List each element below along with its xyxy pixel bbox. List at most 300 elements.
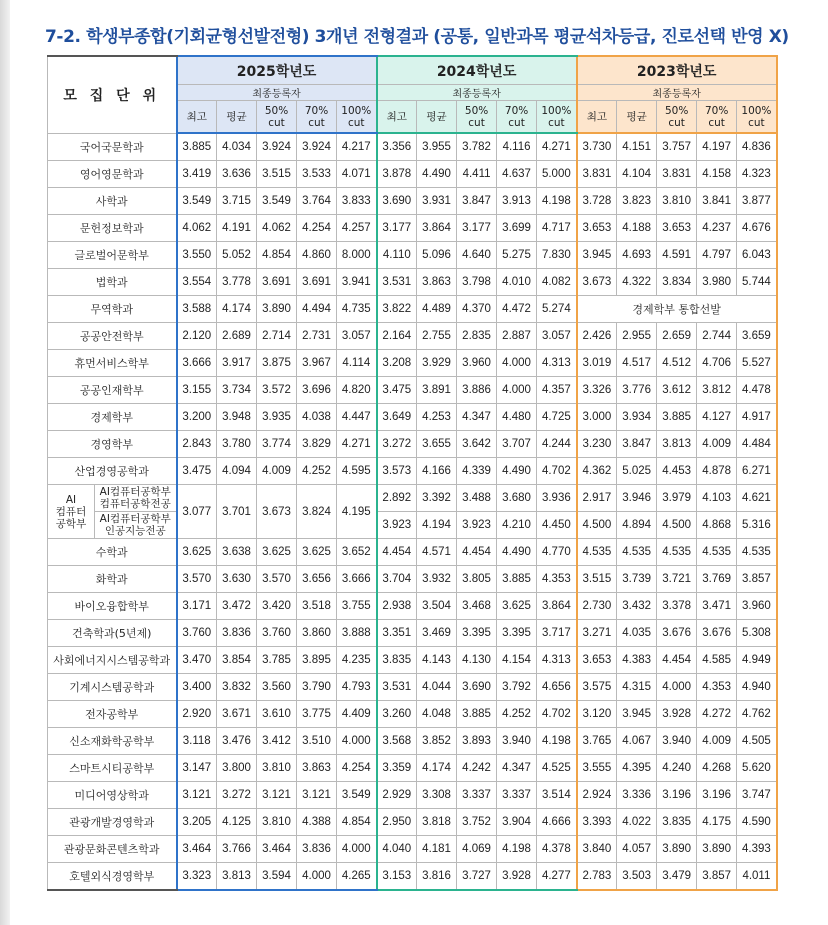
cell-value: 2.783 <box>577 863 617 891</box>
cell-value: 3.392 <box>417 485 457 512</box>
table-row <box>48 431 777 458</box>
cell-value: 3.638 <box>217 539 257 566</box>
cell-value: 3.555 <box>577 755 617 782</box>
cell-value: 4.277 <box>537 863 577 891</box>
cell-value: 3.326 <box>577 377 617 404</box>
cell-value: 4.011 <box>737 863 777 891</box>
cell-value: 4.585 <box>697 647 737 674</box>
table-row <box>48 539 777 566</box>
cell-value: 3.760 <box>257 620 297 647</box>
cell-value: 3.356 <box>377 133 417 161</box>
cell-value: 5.052 <box>217 242 257 269</box>
cell-value: 3.834 <box>657 269 697 296</box>
cell-value: 3.412 <box>257 728 297 755</box>
cell-value: 4.271 <box>537 133 577 161</box>
cell-value: 3.810 <box>257 755 297 782</box>
cell-value: 3.196 <box>697 782 737 809</box>
cell-value: 4.166 <box>417 458 457 485</box>
cell-value: 4.725 <box>537 404 577 431</box>
cell-value: 4.127 <box>697 404 737 431</box>
cell-value: 2.950 <box>377 809 417 836</box>
cell-value: 3.570 <box>177 566 217 593</box>
cell-value: 3.888 <box>337 620 377 647</box>
cell-value: 3.468 <box>457 593 497 620</box>
cell-value: 3.336 <box>617 782 657 809</box>
cell-value: 3.948 <box>217 404 257 431</box>
cell-value: 4.505 <box>737 728 777 755</box>
column-header: 최고 <box>377 101 417 134</box>
cell-value: 4.174 <box>217 296 257 323</box>
cell-value: 6.271 <box>737 458 777 485</box>
cell-value: 3.118 <box>177 728 217 755</box>
cell-value: 3.518 <box>297 593 337 620</box>
cell-value: 3.822 <box>377 296 417 323</box>
cell-value: 3.575 <box>577 674 617 701</box>
cell-value: 3.488 <box>457 485 497 512</box>
unit-name: 휴먼서비스학부 <box>48 350 177 377</box>
unit-name: 호텔외식경영학부 <box>48 863 177 891</box>
cell-value: 3.936 <box>537 485 577 512</box>
cell-value: 4.894 <box>617 512 657 539</box>
cell-value: 3.594 <box>257 863 297 891</box>
cell-value: 4.195 <box>337 485 377 539</box>
cell-value: 4.009 <box>257 458 297 485</box>
cell-value: 3.800 <box>217 755 257 782</box>
cell-value: 3.655 <box>417 431 457 458</box>
cell-value: 4.393 <box>737 836 777 863</box>
cell-value: 4.188 <box>617 215 657 242</box>
column-header: 50% cut <box>257 101 297 134</box>
cell-value: 4.125 <box>217 809 257 836</box>
cell-value: 3.831 <box>657 161 697 188</box>
table-row <box>48 323 777 350</box>
unit-name: 국어국문학과 <box>48 133 177 161</box>
cell-value: 3.924 <box>297 133 337 161</box>
cell-value: 4.383 <box>617 647 657 674</box>
column-header: 평균 <box>417 101 457 134</box>
cell-value: 4.000 <box>297 863 337 891</box>
unit-name: 관광문화콘텐츠학과 <box>48 836 177 863</box>
page-title: 7-2. 학생부종합(기회균형선발전형) 3개년 전형결과 (공통, 일반과목 평균석차등급, 진로선택 반영 X) <box>45 27 789 47</box>
cell-value: 3.885 <box>497 566 537 593</box>
cell-value: 3.913 <box>497 188 537 215</box>
cell-value: 2.938 <box>377 593 417 620</box>
cell-value: 4.637 <box>497 161 537 188</box>
cell-value: 3.515 <box>577 566 617 593</box>
header-year-2023: 2023학년도 <box>577 56 777 85</box>
cell-value: 4.525 <box>537 755 577 782</box>
cell-value: 3.886 <box>457 377 497 404</box>
table-row <box>48 242 777 269</box>
cell-value: 4.094 <box>217 458 257 485</box>
column-header: 평균 <box>617 101 657 134</box>
unit-sub-name: AI컴퓨터공학부 인공지능전공 <box>95 512 177 539</box>
cell-value: 3.778 <box>217 269 257 296</box>
cell-value: 3.549 <box>257 188 297 215</box>
cell-value: 4.130 <box>457 647 497 674</box>
cell-value: 3.077 <box>177 485 217 539</box>
cell-value: 2.730 <box>577 593 617 620</box>
column-header: 평균 <box>217 101 257 134</box>
unit-name: 신소재화학공학부 <box>48 728 177 755</box>
cell-value: 4.000 <box>497 377 537 404</box>
column-header: 100% cut <box>537 101 577 134</box>
cell-value: 3.469 <box>417 620 457 647</box>
cell-value: 4.322 <box>617 269 657 296</box>
cell-value: 3.666 <box>337 566 377 593</box>
cell-value: 3.940 <box>497 728 537 755</box>
cell-value: 4.494 <box>297 296 337 323</box>
cell-value: 4.009 <box>697 431 737 458</box>
cell-value: 3.835 <box>657 809 697 836</box>
cell-value: 3.642 <box>457 431 497 458</box>
cell-value: 3.504 <box>417 593 457 620</box>
cell-value: 3.813 <box>217 863 257 891</box>
cell-value: 4.793 <box>337 674 377 701</box>
cell-value: 4.500 <box>657 512 697 539</box>
cell-value: 3.863 <box>417 269 457 296</box>
column-header: 100% cut <box>737 101 777 134</box>
cell-value: 3.337 <box>497 782 537 809</box>
cell-value: 2.731 <box>297 323 337 350</box>
cell-value: 2.835 <box>457 323 497 350</box>
cell-value: 3.945 <box>577 242 617 269</box>
cell-value: 3.812 <box>697 377 737 404</box>
cell-value: 3.757 <box>657 133 697 161</box>
cell-value: 3.895 <box>297 647 337 674</box>
cell-value: 5.744 <box>737 269 777 296</box>
cell-value: 3.630 <box>217 566 257 593</box>
cell-value: 3.691 <box>297 269 337 296</box>
cell-value: 3.351 <box>377 620 417 647</box>
cell-value: 3.840 <box>577 836 617 863</box>
cell-value: 4.640 <box>457 242 497 269</box>
cell-value: 4.154 <box>497 647 537 674</box>
unit-name: 영어영문학과 <box>48 161 177 188</box>
cell-value: 4.000 <box>497 350 537 377</box>
cell-value: 3.690 <box>457 674 497 701</box>
cell-value: 3.928 <box>497 863 537 891</box>
cell-value: 2.929 <box>377 782 417 809</box>
cell-value: 4.917 <box>737 404 777 431</box>
cell-value: 4.717 <box>537 215 577 242</box>
cell-value: 4.067 <box>617 728 657 755</box>
cell-value: 4.114 <box>337 350 377 377</box>
cell-value: 4.197 <box>697 133 737 161</box>
cell-value: 3.790 <box>297 674 337 701</box>
cell-value: 3.653 <box>657 215 697 242</box>
cell-value: 3.572 <box>257 377 297 404</box>
cell-value: 3.857 <box>737 566 777 593</box>
cell-value: 3.205 <box>177 809 217 836</box>
cell-value: 3.721 <box>657 566 697 593</box>
cell-value: 4.022 <box>617 809 657 836</box>
cell-value: 4.315 <box>617 674 657 701</box>
cell-value: 3.420 <box>257 593 297 620</box>
table-row <box>48 188 777 215</box>
cell-value: 3.359 <box>377 755 417 782</box>
cell-value: 4.268 <box>697 755 737 782</box>
table-row <box>48 809 777 836</box>
table-row <box>48 404 777 431</box>
table-body <box>48 133 777 890</box>
cell-value: 3.923 <box>377 512 417 539</box>
cell-value: 4.242 <box>457 755 497 782</box>
cell-value: 4.706 <box>697 350 737 377</box>
cell-value: 4.484 <box>737 431 777 458</box>
cell-value: 3.680 <box>497 485 537 512</box>
cell-value: 3.610 <box>257 701 297 728</box>
cell-value: 4.252 <box>497 701 537 728</box>
cell-value: 4.378 <box>537 836 577 863</box>
cell-value: 3.766 <box>217 836 257 863</box>
cell-value: 3.549 <box>177 188 217 215</box>
cell-value: 4.062 <box>177 215 217 242</box>
cell-value: 3.673 <box>577 269 617 296</box>
column-header: 50% cut <box>657 101 697 134</box>
cell-value: 5.527 <box>737 350 777 377</box>
cell-value: 4.472 <box>497 296 537 323</box>
cell-value: 3.832 <box>217 674 257 701</box>
cell-value: 3.831 <box>577 161 617 188</box>
cell-value: 3.798 <box>457 269 497 296</box>
cell-value: 5.000 <box>537 161 577 188</box>
table-row <box>48 701 777 728</box>
cell-value: 4.854 <box>337 809 377 836</box>
cell-value: 3.818 <box>417 809 457 836</box>
cell-value: 3.272 <box>217 782 257 809</box>
cell-value: 4.198 <box>537 728 577 755</box>
cell-value: 4.071 <box>337 161 377 188</box>
cell-value: 3.885 <box>657 404 697 431</box>
table-row <box>48 350 777 377</box>
cell-value: 4.854 <box>257 242 297 269</box>
cell-value: 3.691 <box>257 269 297 296</box>
table-row <box>48 512 777 539</box>
cell-value: 4.082 <box>537 269 577 296</box>
cell-value: 3.967 <box>297 350 337 377</box>
cell-value: 4.034 <box>217 133 257 161</box>
cell-value: 3.470 <box>177 647 217 674</box>
unit-name: 무역학과 <box>48 296 177 323</box>
cell-value: 3.717 <box>537 620 577 647</box>
cell-value: 3.946 <box>617 485 657 512</box>
cell-value: 3.715 <box>217 188 257 215</box>
cell-value: 3.785 <box>257 647 297 674</box>
cell-value: 3.308 <box>417 782 457 809</box>
cell-value: 4.069 <box>457 836 497 863</box>
cell-value: 3.656 <box>297 566 337 593</box>
merged-note: 경제학부 통합선발 <box>577 296 777 323</box>
cell-value: 3.659 <box>737 323 777 350</box>
cell-value: 5.096 <box>417 242 457 269</box>
cell-value: 4.347 <box>497 755 537 782</box>
cell-value: 3.780 <box>217 431 257 458</box>
cell-value: 4.104 <box>617 161 657 188</box>
unit-name: 화학과 <box>48 566 177 593</box>
cell-value: 4.244 <box>537 431 577 458</box>
cell-value: 3.475 <box>377 377 417 404</box>
cell-value: 4.048 <box>417 701 457 728</box>
table-row <box>48 566 777 593</box>
cell-value: 4.252 <box>297 458 337 485</box>
cell-value: 3.570 <box>257 566 297 593</box>
cell-value: 4.490 <box>497 458 537 485</box>
cell-value: 3.935 <box>257 404 297 431</box>
cell-value: 2.887 <box>497 323 537 350</box>
cell-value: 2.843 <box>177 431 217 458</box>
cell-value: 4.116 <box>497 133 537 161</box>
cell-value: 3.121 <box>177 782 217 809</box>
cell-value: 4.535 <box>697 539 737 566</box>
cell-value: 3.471 <box>697 593 737 620</box>
cell-value: 3.829 <box>297 431 337 458</box>
cell-value: 4.411 <box>457 161 497 188</box>
cell-value: 6.043 <box>737 242 777 269</box>
cell-value: 3.824 <box>297 485 337 539</box>
cell-value: 4.820 <box>337 377 377 404</box>
cell-value: 3.177 <box>457 215 497 242</box>
cell-value: 4.370 <box>457 296 497 323</box>
table-row <box>48 269 777 296</box>
cell-value: 4.362 <box>577 458 617 485</box>
cell-value: 4.035 <box>617 620 657 647</box>
cell-value: 4.151 <box>617 133 657 161</box>
cell-value: 4.480 <box>497 404 537 431</box>
cell-value: 4.038 <box>297 404 337 431</box>
table-row <box>48 377 777 404</box>
cell-value: 3.841 <box>697 188 737 215</box>
cell-value: 5.316 <box>737 512 777 539</box>
table-row <box>48 485 777 512</box>
cell-value: 4.313 <box>537 647 577 674</box>
cell-value: 3.653 <box>577 215 617 242</box>
header-sub-2025: 최종등록자 <box>177 85 377 101</box>
unit-sub-name: AI컴퓨터공학부 컴퓨터공학전공 <box>95 485 177 512</box>
unit-name: 미디어영상학과 <box>48 782 177 809</box>
cell-value: 3.707 <box>497 431 537 458</box>
cell-value: 4.000 <box>337 836 377 863</box>
column-header: 최고 <box>177 101 217 134</box>
cell-value: 3.393 <box>577 809 617 836</box>
cell-value: 3.782 <box>457 133 497 161</box>
cell-value: 4.735 <box>337 296 377 323</box>
cell-value: 3.155 <box>177 377 217 404</box>
cell-value: 4.353 <box>537 566 577 593</box>
cell-value: 3.550 <box>177 242 217 269</box>
cell-value: 3.890 <box>257 296 297 323</box>
header-sub-2024: 최종등록자 <box>377 85 577 101</box>
cell-value: 3.864 <box>537 593 577 620</box>
cell-value: 3.676 <box>657 620 697 647</box>
page-edge-strip <box>0 0 10 925</box>
cell-value: 4.656 <box>537 674 577 701</box>
cell-value: 4.797 <box>697 242 737 269</box>
column-header: 70% cut <box>497 101 537 134</box>
cell-value: 4.512 <box>657 350 697 377</box>
cell-value: 2.755 <box>417 323 457 350</box>
table-row <box>48 728 777 755</box>
cell-value: 4.454 <box>457 539 497 566</box>
column-header: 최고 <box>577 101 617 134</box>
cell-value: 3.531 <box>377 674 417 701</box>
cell-value: 4.500 <box>577 512 617 539</box>
header-unit: 모 집 단 위 <box>48 56 177 133</box>
cell-value: 3.671 <box>217 701 257 728</box>
cell-value: 3.666 <box>177 350 217 377</box>
cell-value: 3.891 <box>417 377 457 404</box>
table-row <box>48 296 777 323</box>
cell-value: 3.057 <box>337 323 377 350</box>
cell-value: 3.625 <box>297 539 337 566</box>
table-row <box>48 458 777 485</box>
cell-value: 4.535 <box>737 539 777 566</box>
cell-value: 3.945 <box>617 701 657 728</box>
cell-value: 4.571 <box>417 539 457 566</box>
cell-value: 3.625 <box>497 593 537 620</box>
cell-value: 3.931 <box>417 188 457 215</box>
cell-value: 4.702 <box>537 701 577 728</box>
cell-value: 3.852 <box>417 728 457 755</box>
cell-value: 3.833 <box>337 188 377 215</box>
cell-value: 3.503 <box>617 863 657 891</box>
cell-value: 4.009 <box>697 728 737 755</box>
cell-value: 3.625 <box>177 539 217 566</box>
cell-value: 4.313 <box>537 350 577 377</box>
table-row <box>48 782 777 809</box>
cell-value: 2.689 <box>217 323 257 350</box>
unit-name: 수학과 <box>48 539 177 566</box>
cell-value: 4.175 <box>697 809 737 836</box>
cell-value: 3.208 <box>377 350 417 377</box>
cell-value: 3.395 <box>497 620 537 647</box>
unit-name: 글로벌어문학부 <box>48 242 177 269</box>
cell-value: 2.426 <box>577 323 617 350</box>
cell-value: 4.453 <box>657 458 697 485</box>
cell-value: 3.701 <box>217 485 257 539</box>
cell-value: 3.419 <box>177 161 217 188</box>
cell-value: 4.240 <box>657 755 697 782</box>
cell-value: 4.621 <box>737 485 777 512</box>
cell-value: 3.121 <box>257 782 297 809</box>
cell-value: 3.864 <box>417 215 457 242</box>
cell-value: 3.805 <box>457 566 497 593</box>
cell-value: 3.057 <box>537 323 577 350</box>
cell-value: 2.744 <box>697 323 737 350</box>
cell-value: 3.813 <box>657 431 697 458</box>
table-row <box>48 863 777 891</box>
cell-value: 4.535 <box>577 539 617 566</box>
admission-results-table <box>47 55 778 891</box>
cell-value: 3.704 <box>377 566 417 593</box>
cell-value: 3.792 <box>497 674 537 701</box>
cell-value: 3.177 <box>377 215 417 242</box>
cell-value: 4.191 <box>217 215 257 242</box>
cell-value: 3.863 <box>297 755 337 782</box>
cell-value: 4.158 <box>697 161 737 188</box>
cell-value: 4.478 <box>737 377 777 404</box>
cell-value: 4.836 <box>737 133 777 161</box>
table-row <box>48 161 777 188</box>
cell-value: 4.254 <box>297 215 337 242</box>
cell-value: 3.196 <box>657 782 697 809</box>
cell-value: 3.765 <box>577 728 617 755</box>
cell-value: 3.514 <box>537 782 577 809</box>
unit-name: 공공안전학부 <box>48 323 177 350</box>
cell-value: 3.810 <box>257 809 297 836</box>
cell-value: 3.904 <box>497 809 537 836</box>
cell-value: 3.734 <box>217 377 257 404</box>
